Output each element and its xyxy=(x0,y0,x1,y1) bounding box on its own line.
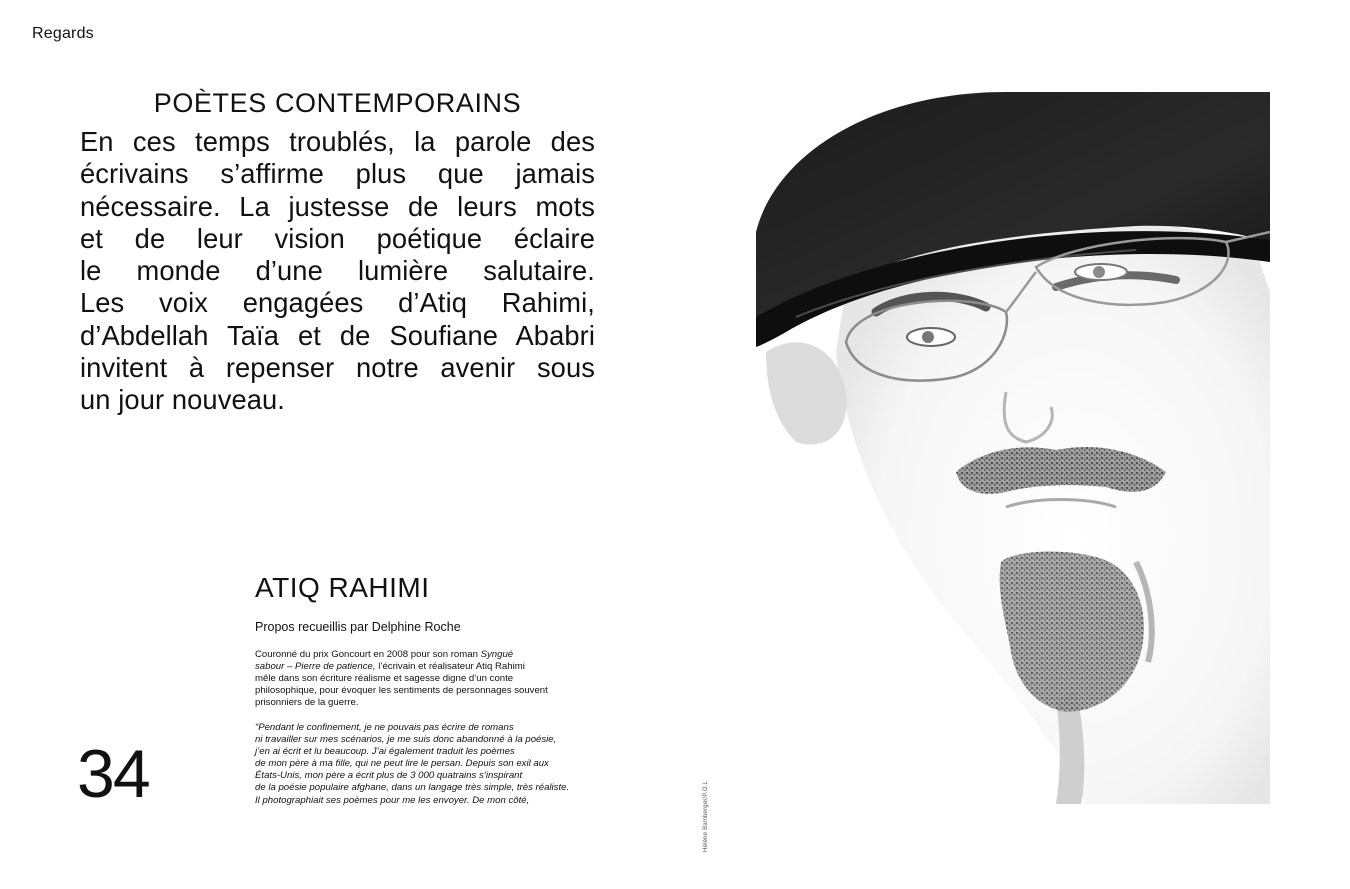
quote-line: j’en ai écrit et lu beaucoup. J’ai également traduit les poèmes xyxy=(255,746,515,758)
lede-line: d’Abdellah Taïa et de Soufiane Ababri xyxy=(80,319,595,351)
quote-paragraph xyxy=(255,722,585,807)
photo-credit: Hélène Bamberger/P.O.L xyxy=(703,781,709,852)
lede-line: Les voix engagées d’Atiq Rahimi, xyxy=(80,287,595,319)
lede-line: et de leur vision poétique éclaire xyxy=(80,222,595,254)
byline: Propos recueillis par Delphine Roche xyxy=(255,620,461,634)
book-title: Syngué xyxy=(480,649,514,660)
intro-paragraph xyxy=(255,649,585,709)
lede-paragraph xyxy=(80,126,595,417)
portrait-illustration xyxy=(756,92,1270,804)
lede-line: En ces temps troublés, la parole des xyxy=(80,126,595,157)
intro-line: philosophique, pour évoquer les sentiments de personnages souvent xyxy=(255,685,548,697)
section-title: POÈTES CONTEMPORAINS xyxy=(153,88,522,118)
quote-line: Il photographiait ses poèmes pour me les envoyer. De mon côté, xyxy=(255,794,530,806)
lede-line: le monde d’une lumière salutaire. xyxy=(80,255,595,287)
book-title: sabour – Pierre de patience, xyxy=(255,661,376,673)
lede-line: invitent à repenser notre avenir sous xyxy=(80,352,595,384)
intro-line xyxy=(255,661,585,673)
lede-line: écrivains s’affirme plus que jamais xyxy=(80,158,595,190)
section-label: Regards xyxy=(32,25,94,42)
quote-line: États-Unis, mon père a écrit plus de 3 000 quatrains s’inspirant xyxy=(255,770,523,782)
quote-line: de la poésie populaire afghane, dans un langage très simple, très réaliste. xyxy=(255,782,570,794)
lede-line: nécessaire. La justesse de leurs mots xyxy=(80,190,595,222)
intro-line: prisonniers de la guerre. xyxy=(255,697,359,709)
author-portrait-photo xyxy=(756,92,1270,804)
quote-line: de mon père à ma fille, qui ne peut lire le persan. Depuis son exil aux xyxy=(255,758,549,770)
intro-line: mêle dans son écriture réalisme et sagesse digne d’un conte xyxy=(255,673,514,685)
intro-line xyxy=(255,649,585,661)
quote-line: ni travailler sur mes scénarios, je me suis donc abandonné à la poésie, xyxy=(255,734,557,746)
intro-text: l’écrivain et réalisateur Atiq Rahimi xyxy=(375,661,525,673)
intro-text: Couronné du prix Goncourt en 2008 pour son roman xyxy=(255,649,481,660)
quote-line: “Pendant le confinement, je ne pouvais pas écrire de romans xyxy=(255,722,514,733)
author-name: ATIQ RAHIMI xyxy=(255,572,430,603)
lede-line: un jour nouveau. xyxy=(80,384,285,416)
page-number: 34 xyxy=(77,736,149,812)
